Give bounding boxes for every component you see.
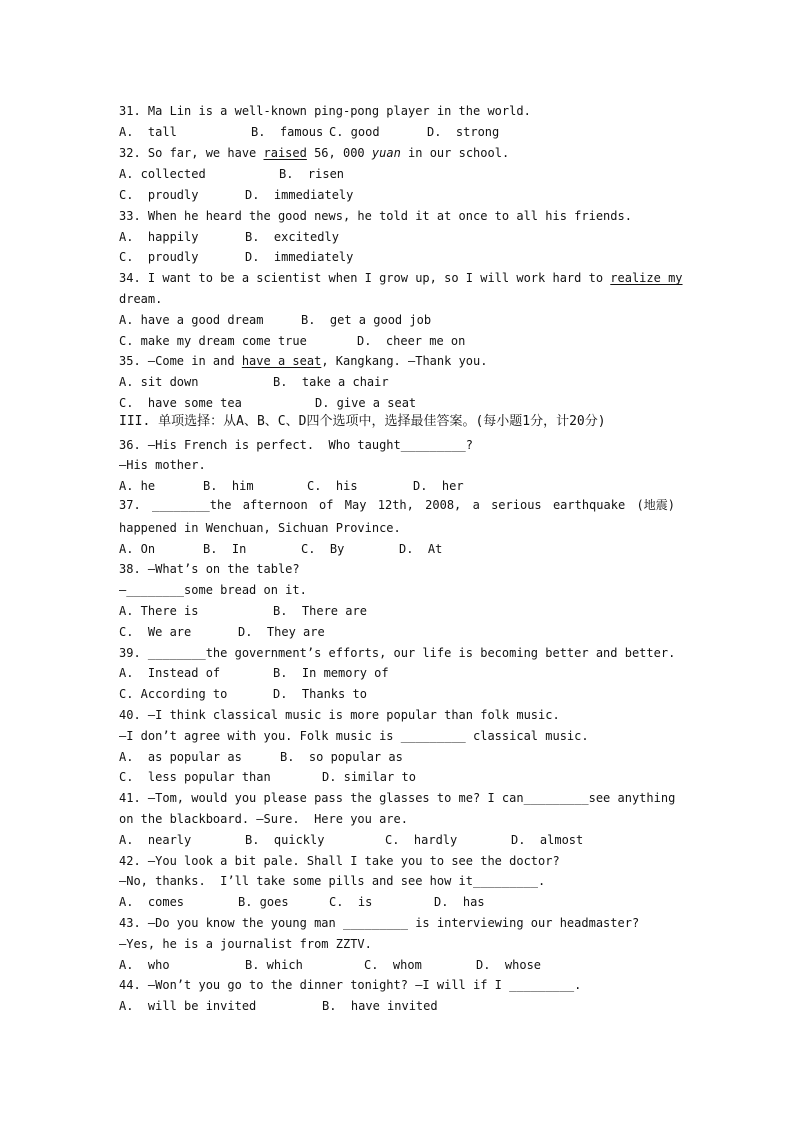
q40-option-a: A. as popular as bbox=[119, 750, 242, 764]
q43-option-b: B. which bbox=[245, 958, 303, 972]
q35-option-d: D. give a seat bbox=[315, 396, 417, 410]
q36-option-c: C. his bbox=[307, 479, 358, 493]
q37-option-d: D. At bbox=[399, 542, 443, 556]
q41-option-d: D. almost bbox=[511, 833, 584, 847]
q34-option-d: D. cheer me on bbox=[357, 334, 466, 348]
q36-option-d: D. her bbox=[413, 479, 464, 493]
q32-underlined-word: raised bbox=[263, 146, 307, 160]
q36-stem-line2: —His mother. bbox=[119, 458, 206, 472]
q37-option-c: C. By bbox=[301, 542, 345, 556]
q42-stem: 42. —You look a bit pale. Shall I take you to see the doctor? bbox=[119, 854, 560, 868]
q43-option-c: C. whom bbox=[364, 958, 422, 972]
q39-option-b: B. In memory of bbox=[273, 666, 389, 680]
q33-option-d: D. immediately bbox=[245, 250, 354, 264]
q42-option-c: C. is bbox=[329, 895, 373, 909]
q43-option-d: D. whose bbox=[476, 958, 542, 972]
q32-option-a: A. collected bbox=[119, 167, 206, 181]
section-3-heading: III. 单项选择：从A、B、C、D四个选项中，选择最佳答案。(每小题1分，计20分) bbox=[119, 414, 606, 429]
q31-option-d: D. strong bbox=[427, 125, 500, 139]
q39-option-d: D. Thanks to bbox=[273, 687, 367, 701]
q36-option-b: B. him bbox=[203, 479, 254, 493]
q43-stem: 43. —Do you know the young man _________ is interviewing our headmaster? bbox=[119, 916, 640, 930]
q39-stem: 39. ________the government’s efforts, our life is becoming better and better. bbox=[119, 646, 676, 660]
q36-stem: 36. —His French is perfect. Who taught_________? bbox=[119, 438, 474, 452]
q42-option-b: B. goes bbox=[238, 895, 289, 909]
q32-option-c: C. proudly bbox=[119, 188, 199, 202]
q42-option-d: D. has bbox=[434, 895, 485, 909]
q38-stem-line2: —________some bread on it. bbox=[119, 583, 307, 597]
q38-option-a: A. There is bbox=[119, 604, 199, 618]
q33-option-b: B. excitedly bbox=[245, 230, 339, 244]
q32-stem: 32. So far, we have raised 56, 000 yuan in our school. bbox=[119, 146, 510, 160]
q34-stem-line2: dream. bbox=[119, 292, 163, 306]
q40-option-c: C. less popular than bbox=[119, 770, 271, 784]
q35-stem: 35. —Come in and have a seat, Kangkang. —Thank you. bbox=[119, 354, 488, 368]
q38-option-c: C. We are bbox=[119, 625, 192, 639]
q38-option-b: B. There are bbox=[273, 604, 367, 618]
q44-option-a: A. will be invited bbox=[119, 999, 257, 1013]
q37-stem: 37. ________the afternoon of May 12th, 2008, a serious earthquake (地震) bbox=[119, 498, 675, 512]
q31-option-b: B. famous bbox=[251, 125, 324, 139]
q34-option-b: B. get a good job bbox=[301, 313, 432, 327]
q44-option-b: B. have invited bbox=[322, 999, 438, 1013]
q44-options bbox=[119, 999, 438, 1041]
q34-stem: 34. I want to be a scientist when I grow up, so I will work hard to realize my bbox=[119, 271, 683, 285]
q41-option-b: B. quickly bbox=[245, 833, 325, 847]
q35-option-b: B. take a chair bbox=[273, 375, 389, 389]
q33-option-a: A. happily bbox=[119, 230, 199, 244]
q38-stem: 38. —What’s on the table? bbox=[119, 562, 300, 576]
q40-option-b: B. so popular as bbox=[280, 750, 403, 764]
q34-option-a: A. have a good dream bbox=[119, 313, 264, 327]
q31-stem: 31. Ma Lin is a well-known ping-pong player in the world. bbox=[119, 104, 531, 118]
q39-option-a: A. Instead of bbox=[119, 666, 221, 680]
q32-option-d: D. immediately bbox=[245, 188, 354, 202]
q33-stem: 33. When he heard the good news, he told it at once to all his friends. bbox=[119, 209, 632, 223]
q35-option-c: C. have some tea bbox=[119, 396, 242, 410]
q39-option-c: C. According to bbox=[119, 687, 228, 701]
q41-option-a: A. nearly bbox=[119, 833, 192, 847]
q37-stem-line2: happened in Wenchuan, Sichuan Province. bbox=[119, 521, 401, 535]
q43-option-a: A. who bbox=[119, 958, 170, 972]
q44-stem: 44. —Won’t you go to the dinner tonight? —I will if I _________. bbox=[119, 978, 582, 992]
q31-option-c: C. good bbox=[329, 125, 380, 139]
q41-option-c: C. hardly bbox=[385, 833, 458, 847]
q35-underlined-phrase: have a seat bbox=[241, 354, 322, 368]
q42-option-a: A. comes bbox=[119, 895, 185, 909]
q40-stem-line2: —I don’t agree with you. Folk music is _________ classical music. bbox=[119, 729, 589, 743]
q34-option-c: C. make my dream come true bbox=[119, 334, 307, 348]
q37-option-a: A. On bbox=[119, 542, 156, 556]
q42-stem-line2: —No, thanks. I’ll take some pills and see how it_________. bbox=[119, 874, 546, 888]
q34-underlined-phrase: realize my bbox=[610, 271, 683, 285]
q40-stem: 40. —I think classical music is more popular than folk music. bbox=[119, 708, 560, 722]
q41-stem: 41. —Tom, would you please pass the glasses to me? I can_________see anything bbox=[119, 791, 676, 805]
q36-option-a: A. he bbox=[119, 479, 156, 493]
q38-option-d: D. They are bbox=[238, 625, 325, 639]
q41-stem-line2: on the blackboard. —Sure. Here you are. bbox=[119, 812, 408, 826]
q40-option-d: D. similar to bbox=[322, 770, 416, 784]
q43-stem-line2: —Yes, he is a journalist from ZZTV. bbox=[119, 937, 372, 951]
q37-option-b: B. In bbox=[203, 542, 247, 556]
q35-option-a: A. sit down bbox=[119, 375, 199, 389]
q32-option-b: B. risen bbox=[279, 167, 345, 181]
q31-option-a: A. tall bbox=[119, 125, 177, 139]
q33-option-c: C. proudly bbox=[119, 250, 199, 264]
